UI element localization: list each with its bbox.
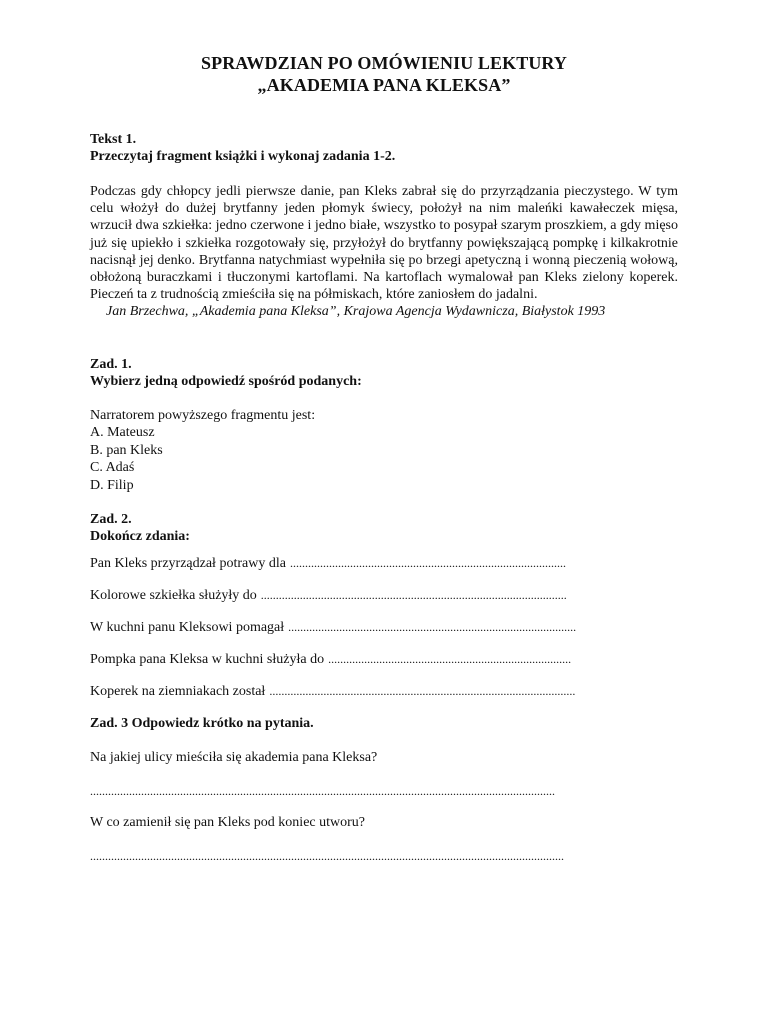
task-1-heading: Zad. 1. — [90, 357, 132, 373]
text-1-heading: Tekst 1. — [90, 132, 137, 147]
sentence-item — [90, 555, 678, 572]
answer-line[interactable]: ........................................................................................................................................................... — [90, 784, 555, 799]
excerpt-citation: Jan Brzechwa, „Akademia pana Kleksa”, Krajowa Agencja Wydawnicza, Białystok 1993 — [106, 304, 606, 320]
title-line-1: SPRAWDZIAN PO OMÓWIENIU LEKTURY — [200, 53, 567, 73]
question-text: Na jakiej ulicy mieściła się akademia pana Kleksa? — [90, 750, 378, 766]
task-2-heading: Zad. 2. — [90, 512, 132, 528]
option-d[interactable]: D. Filip — [90, 477, 134, 493]
sentence-item — [90, 587, 678, 604]
option-a[interactable]: A. Mateusz — [90, 425, 155, 441]
option-c[interactable]: C. Adaś — [90, 460, 135, 476]
sentence-item — [90, 683, 678, 700]
answer-blank[interactable]: ................................................................................................ — [288, 620, 577, 635]
book-excerpt: Podczas gdy chłopcy jedli pierwsze danie, pan Kleks zabrał się do przyrządzania pieczystego. W tym celu włożył do dużej brytfanny jeden płomyk świecy, położył na nim maleńki kawałeczek mięsa, wrzucił dwa szkiełka: jedno czerwone i jedno białe, wszystko to posypał szarym proszkiem, a gdy mięso już się upiekło i szkiełka rozgotowały się, przyłożył do brytfanny powiększającą pompkę i kilkakrotnie nacisnął jej denko. Brytfanna natychmiast wypełniła się po brzegi apetyczną i wonną pieczenią wołową, obłożoną buraczkami i tłuczonymi kartoflami. Na kartoflach wymalował pan Kleks zielony koperek. Pieczeń ta z trudnością zmieściła się na półmiskach, które zaniosłem do jadalni. — [90, 184, 678, 303]
text-1-section — [90, 131, 678, 320]
task-2-instruction: Dokończ zdania: — [90, 529, 190, 545]
sentence-text: Pan Kleks przyrządzał potrawy dla — [90, 556, 286, 572]
task-3-section — [90, 715, 678, 865]
task-1-instruction: Wybierz jedną odpowiedź spośród podanych: — [90, 374, 362, 390]
task-1-question: Narratorem powyższego fragmentu jest: — [90, 408, 316, 424]
sentence-text: Pompka pana Kleksa w kuchni służyła do — [90, 652, 325, 668]
sentence-text: W kuchni panu Kleksowi pomagał — [90, 620, 285, 636]
answer-blank[interactable]: ................................................................................. — [328, 652, 572, 667]
option-b[interactable]: B. pan Kleks — [90, 442, 163, 458]
task-1-section — [90, 356, 678, 494]
answer-options — [90, 424, 678, 494]
sentence-text: Koperek na ziemniakach został — [90, 684, 266, 700]
answer-blank[interactable]: ...................................................................................................... — [260, 588, 567, 603]
question-item — [90, 814, 678, 865]
worksheet-page — [90, 52, 678, 865]
task-3-heading: Zad. 3 Odpowiedz krótko na pytania. — [90, 716, 314, 732]
sentence-item — [90, 651, 678, 668]
task-2-section — [90, 511, 678, 700]
text-1-instruction: Przeczytaj fragment książki i wykonaj zadania 1-2. — [90, 149, 396, 164]
answer-blank[interactable]: ...................................................................................................... — [269, 684, 576, 699]
question-item — [90, 749, 678, 800]
sentence-text: Kolorowe szkiełka służyły do — [90, 588, 257, 604]
title-line-2: „AKADEMIA PANA KLEKSA” — [257, 75, 511, 95]
answer-line[interactable]: .............................................................................................................................................................. — [90, 849, 564, 864]
sentence-item — [90, 619, 678, 636]
question-text: W co zamienił się pan Kleks pod koniec utworu? — [90, 815, 365, 831]
page-title — [90, 52, 678, 96]
sentence-list — [90, 555, 678, 700]
answer-blank[interactable]: ............................................................................................ — [289, 556, 566, 571]
